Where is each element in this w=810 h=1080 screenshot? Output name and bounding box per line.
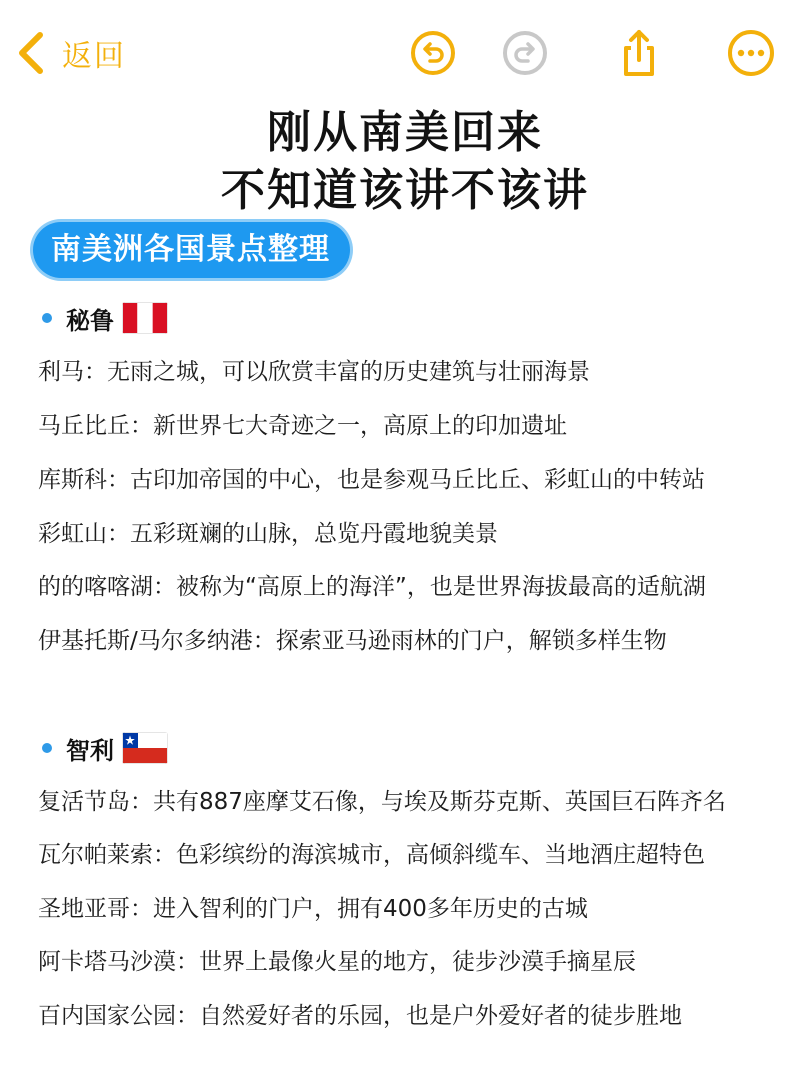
undo-icon: [408, 28, 458, 78]
list-item: 瓦尔帕莱索：色彩缤纷的海滨城市，高倾斜缆车、当地酒庄超特色: [38, 842, 705, 868]
list-item: 伊基托斯/马尔多纳港：探索亚马逊雨林的门户，解锁多样生物: [38, 628, 667, 654]
chevron-left-icon: [14, 31, 48, 75]
share-button[interactable]: [614, 28, 664, 78]
list-item: 百内国家公园：自然爱好者的乐园，也是户外爱好者的徒步胜地: [38, 1003, 682, 1029]
section-header-chile: [42, 728, 168, 768]
country-name: 智利: [66, 736, 114, 765]
list-item: 利马：无雨之城，可以欣赏丰富的历史建筑与壮丽海景: [38, 359, 590, 385]
redo-button[interactable]: [500, 28, 550, 78]
back-label: 返回: [62, 39, 126, 74]
share-icon: [614, 28, 664, 78]
list-item: 圣地亚哥：进入智利的门户，拥有400多年历史的古城: [38, 896, 588, 922]
top-toolbar: [0, 0, 810, 110]
back-button[interactable]: [14, 28, 126, 78]
list-item: 复活节岛：共有887座摩艾石像，与埃及斯芬克斯、英国巨石阵齐名: [38, 789, 726, 815]
list-item: 阿卡塔马沙漠：世界上最像火星的地方，徒步沙漠手摘星辰: [38, 949, 636, 975]
bullet-dot: [42, 313, 52, 323]
list-item: 彩虹山：五彩斑斓的山脉，总览丹霞地貌美景: [38, 521, 498, 547]
section-header-peru: [42, 298, 168, 338]
page-title-line-2: 不知道该讲不该讲: [221, 165, 589, 216]
peru-flag-icon: [122, 302, 168, 334]
bullet-dot: [42, 743, 52, 753]
chile-flag-icon: [122, 732, 168, 764]
list-item: 的的喀喀湖：被称为“高原上的海洋”，也是世界海拔最高的适航湖: [38, 574, 706, 600]
country-name: 秘鲁: [66, 306, 114, 335]
more-icon: [726, 28, 776, 78]
more-button[interactable]: [726, 28, 776, 78]
list-item: 库斯科：古印加帝国的中心，也是参观马丘比丘、彩虹山的中转站: [38, 467, 705, 493]
undo-button[interactable]: [408, 28, 458, 78]
page-title-line-1: 刚从南美回来: [267, 107, 543, 158]
section-banner: 南美洲各国景点整理: [33, 222, 350, 278]
list-item: 马丘比丘：新世界七大奇迹之一，高原上的印加遗址: [38, 413, 567, 439]
redo-icon: [500, 28, 550, 78]
